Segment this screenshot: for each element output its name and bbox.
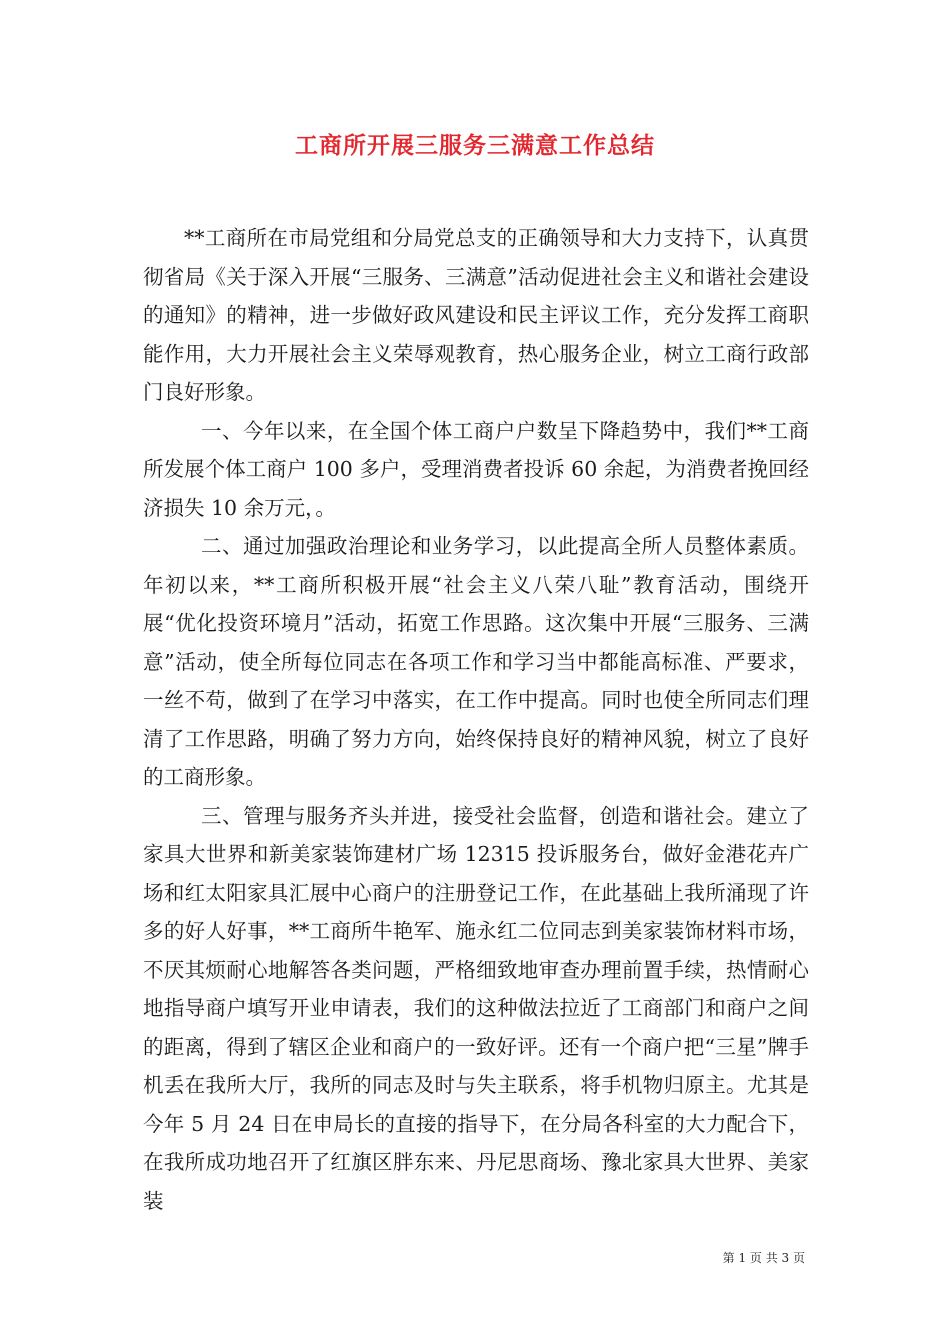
paragraph-section-1: 一、今年以来，在全国个体工商户户数呈下降趋势中，我们**工商所发展个体工商户 100 多户，受理消费者投诉 60 余起，为消费者挽回经济损失 10 余万元，。: [143, 418, 809, 520]
paragraph-section-3: 三、管理与服务齐头并进，接受社会监督，创造和谐社会。建立了家具大世界和新美家装饰建材广场 12315 投诉服务台，做好金港花卉广场和红太阳家具汇展中心商户的注册登记工作，在此基础上我所涌现了许多的好人好事，**工商所牛艳军、施永红二位同志到美家装饰材料市场，不厌其烦耐心地解答各类问题，严格细致地审查办理前置手续，热情耐心地指导商户填写开业申请表，我们的这种做法拉近了工商部门和商户之间的距离，得到了辖区企业和商户的一致好评。还有一个商户把“三星”牌手机丢在我所大厅，我所的同志及时与失主联系，将手机物归原主。尤其是今年 5 月 24 日在申局长的直接的指导下，在分局各科室的大力配合下，在我所成功地召开了红旗区胖东来、丹尼思商场、豫北家具大世界、美家装: [143, 803, 809, 1213]
document-title: 工商所开展三服务三满意工作总结: [295, 133, 655, 159]
paragraph-section-2: 二、通过加强政治理论和业务学习，以此提高全所人员整体素质。年初以来，**工商所积极开展“社会主义八荣八耻”教育活动，围绕开展“优化投资环境月”活动，拓宽工作思路。这次集中开展“三服务、三满意”活动，使全所每位同志在各项工作和学习当中都能高标准、严要求，一丝不苟，做到了在学习中落实，在工作中提高。同时也使全所同志们理清了工作思路，明确了努力方向，始终保持良好的精神风貌，树立了良好的工商形象。: [143, 534, 809, 789]
document-body: [143, 219, 809, 1220]
page-number-footer: 第 1 页 共 3 页: [722, 1251, 805, 1265]
paragraph-intro: **工商所在市局党组和分局党总支的正确领导和大力支持下，认真贯彻省局《关于深入开展“三服务、三满意”活动促进社会主义和谐社会建设的通知》的精神，进一步做好政风建设和民主评议工作，充分发挥工商职能作用，大力开展社会主义荣辱观教育，热心服务企业，树立工商行政部门良好形象。: [143, 226, 809, 404]
